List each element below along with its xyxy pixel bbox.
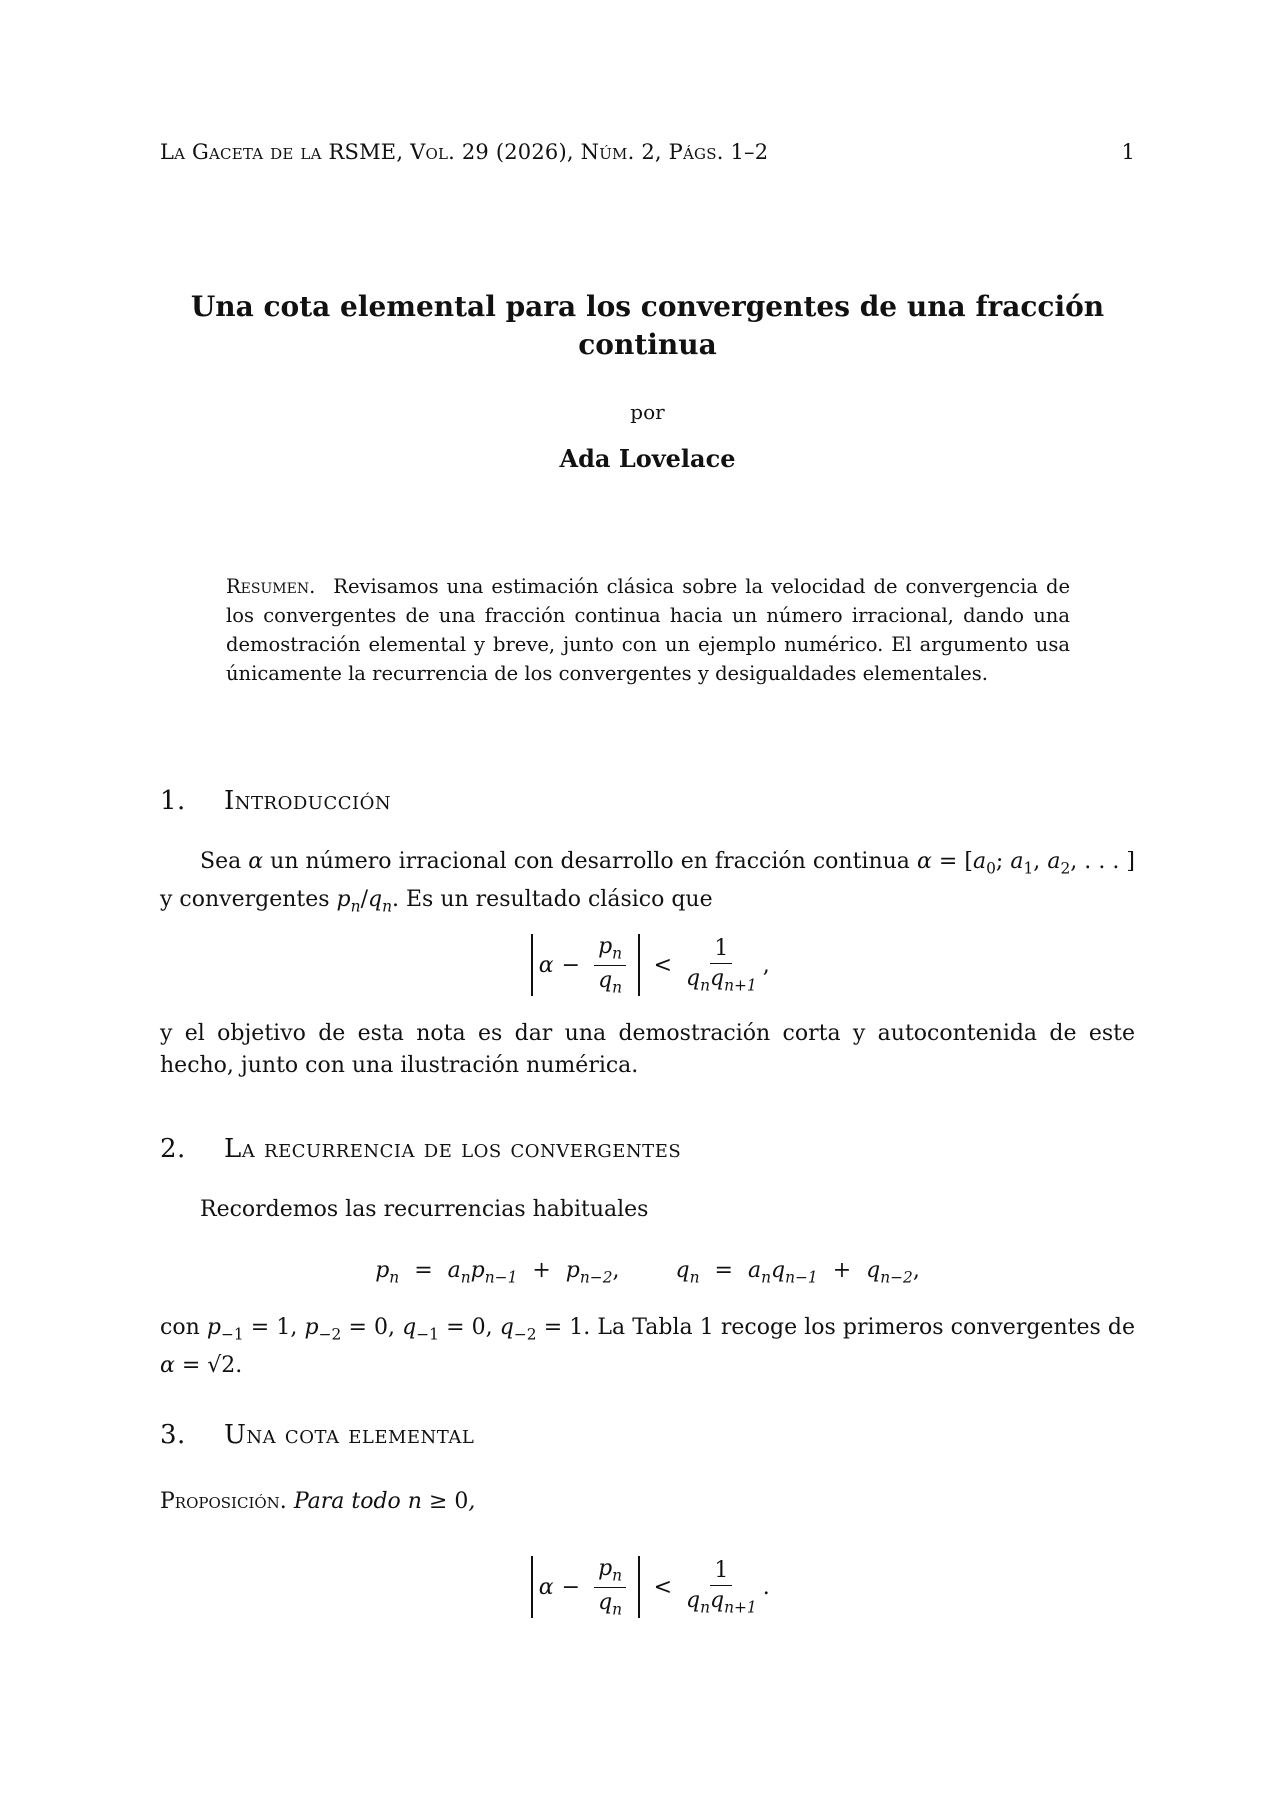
- proposition-label: Proposición.: [160, 1489, 287, 1514]
- section-number: 2.: [160, 1134, 186, 1164]
- running-head-text: La Gaceta de la RSME, Vol. 29 (2026), Núm. 2, Págs. 1–2: [160, 140, 769, 164]
- abstract-label: Resumen.: [226, 575, 316, 598]
- section-title: Introducción: [224, 786, 392, 816]
- proposition: Proposición. Para todo n ≥ 0,: [160, 1489, 476, 1514]
- section-title: Una cota elemental: [224, 1420, 475, 1450]
- intro-paragraph: Sea α un número irracional con desarrollo en fracción continua $\alpha = [a_0$; $a_1$, $a_2$, . . . ] y convergentes $p_n/q_n$. Es un resultado clásico que: [160, 849, 1135, 916]
- proposition-inequality: α − $\frac{p_n}{q_n}$ < $\frac{1}{q_nq_{n+1}}$ .: [160, 1554, 1135, 1620]
- section-heading-1: [160, 786, 1135, 816]
- section-heading-2: [160, 1134, 1135, 1164]
- abstract: [226, 572, 1070, 688]
- author-name: Ada Lovelace: [559, 444, 736, 473]
- intro-closing: y el objetivo de esta nota es dar una demostración corta y autocontenida de este hecho, junto con una ilustración numérica.: [160, 1021, 1135, 1078]
- section-number: 3.: [160, 1420, 186, 1450]
- running-head: [160, 140, 1135, 164]
- abstract-text: Revisamos una estimación clásica sobre la velocidad de convergencia de los convergentes de una fracción continua hacia un número irracional, dando una demostración elemental y breve, junto con un ejemplo numérico. El argumento usa únicamente la recurrencia de los convergentes y desigualdades elementales.: [226, 575, 1070, 685]
- recurrence-formula: $p_n = a_np_{n-1} + p_{n-2}$, $q_n = a_nq_{n-1} + q_{n-2}$,: [375, 1258, 920, 1287]
- page-number: 1: [1121, 140, 1135, 164]
- section-title: La recurrencia de los convergentes: [224, 1134, 682, 1164]
- recurrence-lead: Recordemos las recurrencias habituales: [200, 1197, 649, 1222]
- main-inequality: α − $\frac{p_n}{q_n}$ < $\frac{1}{q_nq_{n+1}}$ ,: [160, 932, 1135, 998]
- recurrence-initial-values: con $p_{-1} = 1$, $p_{-2} = 0$, $q_{-1} = 0$, $q_{-2} = 1$. La Tabla 1 recoge los primeros convergentes de α = √2.: [160, 1315, 1136, 1379]
- section-number: 1.: [160, 786, 186, 816]
- section-heading-3: [160, 1420, 1135, 1450]
- byline: por: [630, 400, 665, 424]
- paper-title: Una cota elemental para los convergentes de una fracción continua: [190, 290, 1105, 361]
